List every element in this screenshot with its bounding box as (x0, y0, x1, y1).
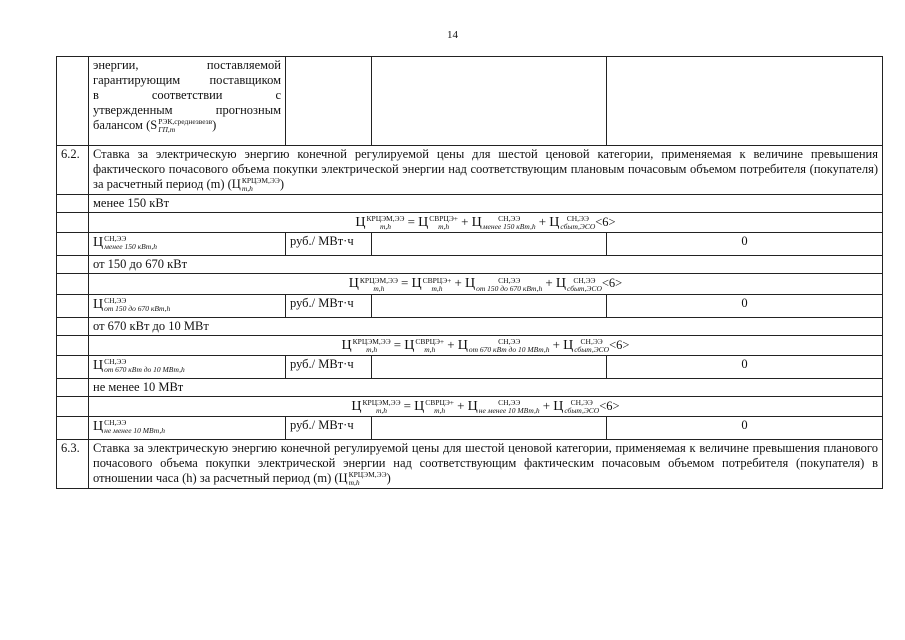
num-cell (57, 294, 89, 317)
formula-equals: = (401, 275, 409, 291)
formula-footnote-ref: <6> (601, 276, 623, 291)
formula-term1-symbol: Ц (404, 337, 415, 353)
formula-plus: + (552, 336, 560, 352)
formula-plus: + (457, 397, 465, 413)
formula-row (57, 274, 883, 294)
formula-lhs-sub: m,h (376, 406, 388, 415)
formula-lhs-sub: m,h (366, 344, 378, 354)
cont-balance-index (158, 118, 212, 134)
formula-term1-index (425, 399, 454, 415)
page-number: 14 (447, 29, 458, 41)
param-unit: руб./ МВт·ч (286, 294, 372, 317)
formula-equals: = (393, 336, 402, 352)
param-value: 0 (607, 233, 883, 256)
formula-term2-symbol: Ц (457, 337, 468, 353)
formula-term1-sup: СВРЦЭ+ (429, 214, 459, 224)
formula-term2-symbol: Ц (471, 215, 482, 231)
formula-term3-index (567, 277, 602, 293)
formula-term2-sup: СН,ЭЭ (498, 336, 521, 346)
continuation-row (57, 57, 883, 146)
param-symbol-sup: СН,ЭЭ (104, 356, 127, 366)
param-symbol-sub: от 150 до 670 кВт,h (104, 303, 171, 313)
formula-term3-sub: сбыт,ЭСО (560, 222, 596, 232)
consumer-groups (57, 195, 883, 440)
section-number: 6.3. (57, 440, 89, 489)
param-symbol (89, 233, 286, 256)
cont-line-3: в соответствии с (93, 88, 281, 102)
formula-term3-symbol: Ц (549, 215, 560, 231)
section-6-2-body: Ставка за электрическую энергию конечной регулируемой цены для шестой ценовой категории, применяемая к величине превышения фактического почасового объема покупки электрической энергии над соответствующим плановым почасовым объемом потребителя (покупателя) за расчетный период (m) (Ц (93, 147, 878, 191)
param-symbol-sub: менее 150 кВт,h (104, 242, 158, 252)
formula-lhs-sub: m,h (379, 222, 392, 232)
num-cell (57, 233, 89, 256)
formula-lhs-symbol: Ц (351, 398, 362, 414)
param-value: 0 (607, 294, 883, 317)
section-6-3-sub: m,h (348, 478, 360, 488)
formula-term1-sup: СВРЦЭ+ (425, 398, 455, 407)
section-6-3-body: Ставка за электрическую энергию конечной регулируемой цены для шестой ценовой категории, применяемая к величине превышения планового почасового объема покупки электрической энергии над соответствующим фактическим почасовым объемом потребителя (покупателя) в отношении часа (h) за расчетный период (m) (Ц (93, 441, 878, 486)
param-unit: руб./ МВт·ч (286, 355, 372, 378)
formula-term2-index (483, 215, 536, 231)
formula-term3-symbol: Ц (555, 276, 566, 292)
param-symbol-sup: СН,ЭЭ (104, 418, 127, 428)
cont-line-5 (93, 118, 281, 134)
formula-lhs-index (363, 399, 401, 415)
range-label: менее 150 кВт (89, 195, 883, 213)
num-cell (57, 256, 89, 274)
num-cell (57, 355, 89, 378)
section-6-2-symbol-index (242, 177, 280, 193)
formula-lhs-sup: КРЦЭМ,ЭЭ (362, 398, 401, 407)
formula (89, 396, 883, 416)
continuation-text (89, 57, 286, 146)
formula-term3-index (560, 215, 595, 231)
formula-term2-symbol: Ц (465, 276, 476, 292)
formula-term2-sub: не менее 10 МВт,h (478, 406, 540, 415)
param-symbol-letter: Ц (93, 419, 104, 434)
formula-footnote-ref: <6> (599, 398, 620, 413)
formula-equals: = (403, 397, 412, 413)
formula-term1-symbol: Ц (418, 215, 429, 231)
formula-term2-sub: от 670 кВт до 10 МВт,h (468, 344, 550, 354)
range-label: от 670 кВт до 10 МВт (89, 317, 883, 335)
section-6-3-symbol-index (349, 471, 387, 487)
formula-term3-sup: СН,ЭЭ (580, 336, 603, 346)
section-6-3-sup: КРЦЭМ,ЭЭ (348, 470, 387, 480)
section-6-2-sub: m,h (241, 184, 253, 194)
formula-lhs-index (360, 277, 398, 293)
param-symbol-letter: Ц (93, 296, 104, 312)
param-unit: руб./ МВт·ч (286, 233, 372, 256)
formula-plus: + (447, 336, 455, 352)
cont-balance-prefix: балансом (S (93, 118, 158, 132)
cont-line-4: утвержденным прогнозным (93, 103, 281, 117)
param-unit: руб./ МВт·ч (286, 417, 372, 440)
param-symbol (89, 355, 286, 378)
cont-line-1: энергии, поставляемой (93, 58, 281, 72)
formula-term1-sub: m,h (438, 222, 450, 232)
formula-row (57, 396, 883, 416)
param-symbol-index (104, 297, 170, 313)
num-cell (57, 195, 89, 213)
cont-balance-sub: ГП,m (158, 125, 176, 135)
param-symbol-index (104, 419, 165, 435)
section-6-3-close: ) (386, 471, 391, 486)
formula-term1-sub: m,h (431, 283, 443, 293)
empty-cell (372, 417, 607, 440)
formula-term3-symbol: Ц (563, 337, 574, 353)
formula-lhs-symbol: Ц (341, 337, 352, 353)
section-6-2-sup: КРЦЭМ,ЭЭ (241, 176, 280, 186)
formula-lhs-symbol: Ц (355, 215, 366, 231)
param-symbol-index (104, 358, 185, 374)
formula-lhs-sup: КРЦЭМ,ЭЭ (352, 336, 391, 346)
empty-cell (372, 355, 607, 378)
formula-term2-sub: от 150 до 670 кВт,h (476, 283, 543, 293)
section-6-3-text (89, 440, 883, 489)
formula-term1-index (429, 215, 458, 231)
formula-plus: + (542, 397, 551, 413)
num-cell (57, 335, 89, 355)
formula-term2-sup: СН,ЭЭ (498, 214, 521, 224)
formula-term1-sup: СВРЦЭ+ (415, 336, 445, 346)
formula-term3-sub: сбыт,ЭСО (564, 406, 600, 415)
num-cell (57, 213, 89, 233)
num-cell (57, 396, 89, 416)
cont-balance-suffix: ) (212, 118, 217, 132)
formula-row (57, 213, 883, 233)
param-value: 0 (607, 355, 883, 378)
formula-term2-index (476, 277, 542, 293)
range-row (57, 195, 883, 213)
formula-equals: = (407, 214, 415, 230)
formula-lhs-sub: m,h (373, 283, 385, 293)
formula-term1-index (415, 338, 444, 354)
num-cell (57, 317, 89, 335)
formula-term1-symbol: Ц (414, 398, 425, 414)
formula-term3-sub: сбыт,ЭСО (566, 283, 602, 293)
empty-cell (372, 233, 607, 256)
formula-plus: + (454, 275, 462, 291)
formula-term1-sup: СВРЦЭ+ (422, 275, 452, 285)
param-symbol-sup: СН,ЭЭ (104, 295, 127, 305)
section-number: 6.2. (57, 146, 89, 195)
formula-term2-sup: СН,ЭЭ (498, 398, 521, 407)
param-row (57, 417, 883, 440)
cont-line-2: гарантирующим поставщиком (93, 73, 281, 87)
formula-term1-index (423, 277, 452, 293)
param-symbol-letter: Ц (93, 357, 104, 373)
formula-plus: + (461, 214, 469, 230)
num-cell (57, 378, 89, 396)
cont-balance-sup: РЭК,среднезвезв (158, 117, 213, 127)
formula-term3-sub: сбыт,ЭСО (574, 344, 610, 354)
param-symbol (89, 417, 286, 440)
formula-term1-sub: m,h (424, 344, 436, 354)
formula-term2-sup: СН,ЭЭ (498, 275, 521, 285)
param-row (57, 294, 883, 317)
formula-term3-sup: СН,ЭЭ (570, 398, 593, 407)
formula-footnote-ref: <6> (595, 215, 616, 230)
param-row (57, 355, 883, 378)
formula-term2-index (479, 399, 540, 415)
formula-term3-index (564, 399, 599, 415)
param-row (57, 233, 883, 256)
formula (89, 274, 883, 294)
formula-term3-symbol: Ц (553, 398, 564, 414)
formula (89, 335, 883, 355)
formula-plus: + (538, 214, 547, 230)
param-symbol-sub: от 670 кВт до 10 МВт,h (104, 364, 185, 374)
formula (89, 213, 883, 233)
section-6-2-row (57, 146, 883, 195)
formula-term2-sub: менее 150 кВт,h (482, 222, 536, 232)
param-value: 0 (607, 417, 883, 440)
formula-term1-sub: m,h (434, 406, 446, 415)
formula-term3-index (574, 338, 609, 354)
num-cell (57, 57, 89, 146)
empty-cell (372, 294, 607, 317)
formula-lhs-symbol: Ц (348, 276, 359, 292)
formula-lhs-index (367, 215, 405, 231)
formula-lhs-sup: КРЦЭМ,ЭЭ (359, 275, 398, 285)
formula-term2-symbol: Ц (467, 398, 478, 414)
formula-term2-index (469, 338, 550, 354)
formula-term1-symbol: Ц (411, 276, 422, 292)
formula-lhs-sup: КРЦЭМ,ЭЭ (366, 214, 405, 224)
formula-lhs-index (353, 338, 391, 354)
range-row (57, 256, 883, 274)
formula-term3-sup: СН,ЭЭ (573, 275, 596, 285)
range-row (57, 317, 883, 335)
formula-term3-sup: СН,ЭЭ (566, 214, 589, 224)
section-6-2-text (89, 146, 883, 195)
empty-cell (607, 57, 883, 146)
formula-plus: + (545, 275, 553, 291)
param-symbol-sup: СН,ЭЭ (104, 234, 127, 244)
empty-cell (372, 57, 607, 146)
param-symbol-index (104, 235, 157, 251)
num-cell (57, 417, 89, 440)
param-symbol-sub: не менее 10 МВт,h (104, 426, 165, 436)
empty-cell (286, 57, 372, 146)
section-6-2-close: ) (279, 177, 284, 191)
range-label: не менее 10 МВт (89, 378, 883, 396)
range-row (57, 378, 883, 396)
formula-footnote-ref: <6> (609, 337, 630, 352)
param-symbol (89, 294, 286, 317)
section-6-3-row (57, 440, 883, 489)
formula-row (57, 335, 883, 355)
range-label: от 150 до 670 кВт (89, 256, 883, 274)
param-symbol-letter: Ц (93, 235, 104, 251)
num-cell (57, 274, 89, 294)
tariff-table (56, 56, 883, 489)
